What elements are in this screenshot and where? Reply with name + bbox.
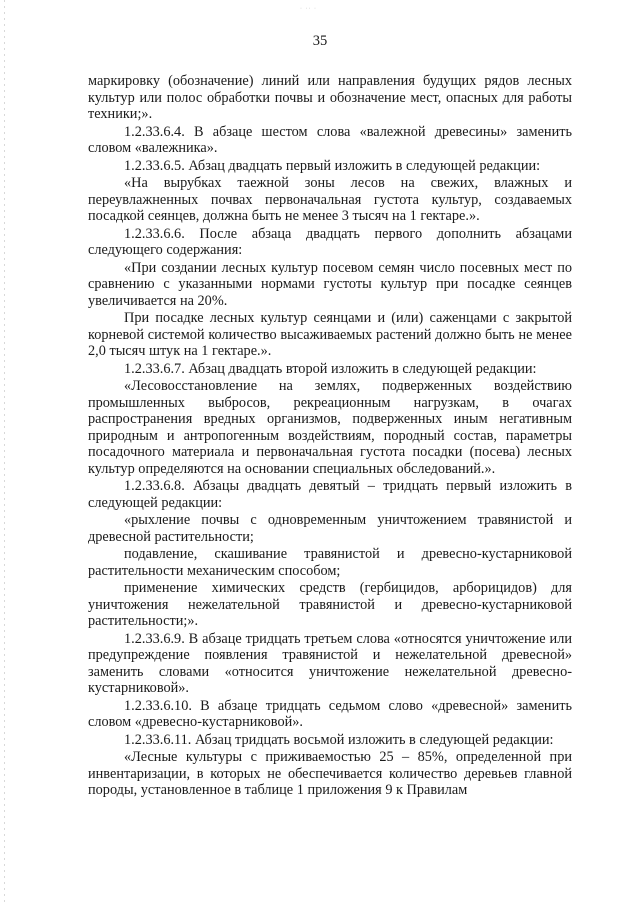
paragraph: 1.2.33.6.4. В абзаце шестом слова «валежной древесины» заменить словом «валежника». (88, 123, 572, 156)
paragraph: «При создании лесных культур посевом семян число посевных мест по сравнению с указанными нормами густоты культур при посадке сеянцев увеличивается на 20%. (88, 259, 572, 309)
paragraph: При посадке лесных культур сеянцами и (или) саженцами с закрытой корневой системой количество высаживаемых растений должно быть не менее 2,0 тысяч штук на 1 гектаре.». (88, 310, 572, 359)
paragraph: «На вырубках таежной зоны лесов на свежих, влажных и переувлажненных почвах первоначальная густота культур, создаваемых посадкой сеянцев, должна быть не менее 3 тысяч на 1 гектаре.». (88, 175, 572, 224)
paragraph: 1.2.33.6.7. Абзац двадцать второй изложить в следующей редакции: (124, 360, 537, 377)
scan-edge-artifact (4, 0, 5, 905)
paragraph: «Лесные культуры с приживаемостью 25 – 85%, определенной при инвентаризации, в которых не обеспечивается количество деревьев главной породы, установленное в таблице 1 приложения 9 к Правилам (88, 749, 572, 798)
paragraph: 1.2.33.6.5. Абзац двадцать первый изложить в следующей редакции: (124, 157, 541, 174)
page-number: 35 (312, 33, 328, 49)
paragraph: применение химических средств (гербицидов, арборицидов) для уничтожения нежелательной травянистой и древесно-кустарниковой растительности;». (88, 580, 572, 629)
paragraph: 1.2.33.6.8. Абзацы двадцать девятый – тридцать первый изложить в следующей редакции: (88, 478, 572, 511)
scan-artifact: · ·· · (300, 6, 317, 12)
paragraph: 1.2.33.6.9. В абзаце тридцать третьем слова «относятся уничтожение или предупреждение появления травянистой и нежелательной древесной» заменить словами «относится уничтожение нежелательной древесно-кустарниковой». (88, 630, 572, 696)
paragraph: «Лесовосстановление на землях, подверженных воздействию промышленных выбросов, рекреационным нагрузкам, в очагах распространения вредных организмов, подверженных иным негативным природным и антропогенным воздействиям, породный состав, параметры посадочного материала и первоначальная густота посадки (посева) лесных культур определяются на основании специальных обследований.». (88, 378, 572, 477)
paragraph: 1.2.33.6.11. Абзац тридцать восьмой изложить в следующей редакции: (124, 731, 554, 748)
paragraph: маркировку (обозначение) линий или направления будущих рядов лесных культур или полос обработки почвы и обозначение мест, опасных для работы техники;». (88, 73, 572, 122)
paragraph: 1.2.33.6.10. В абзаце тридцать седьмом слово «древесной» заменить словом «древесно-кустарниковой». (88, 697, 572, 730)
paragraph: подавление, скашивание травянистой и древесно-кустарниковой растительности механическим способом; (88, 546, 572, 579)
paragraph: «рыхление почвы с одновременным уничтожением травянистой и древесной растительности; (88, 512, 572, 545)
document-body (88, 73, 572, 799)
paragraph: 1.2.33.6.6. После абзаца двадцать первого дополнить абзацами следующего содержания: (88, 225, 572, 258)
